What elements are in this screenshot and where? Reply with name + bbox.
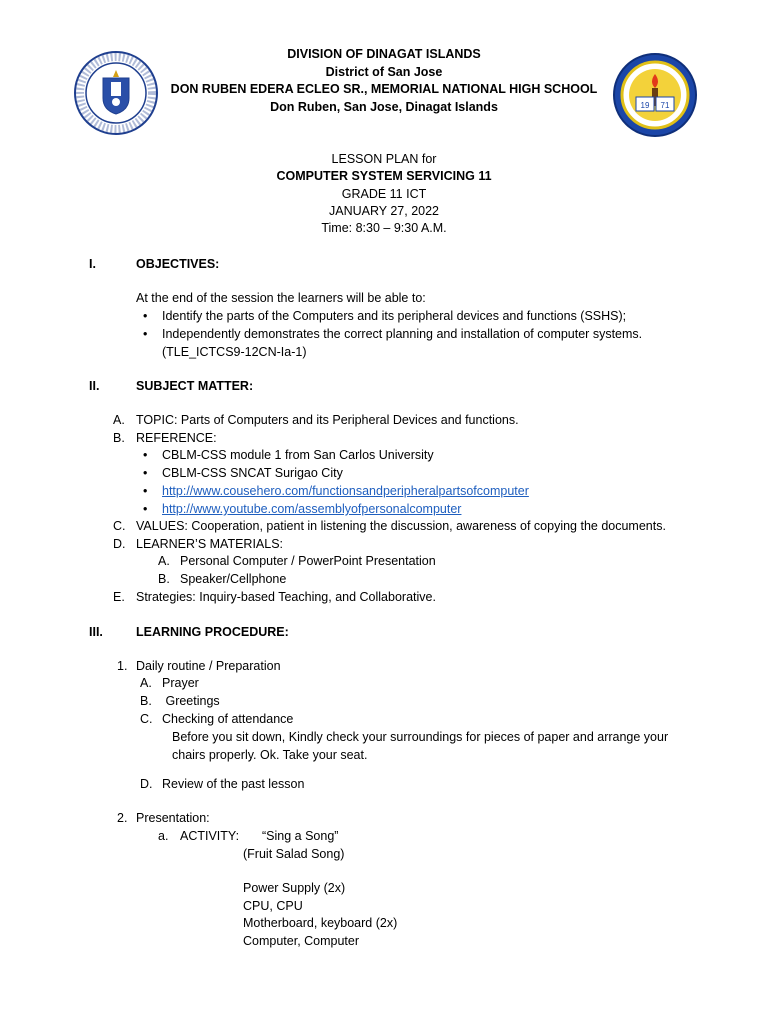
attendance-instruction: Before you sit down, Kindly check your surroundings for pieces of paper and arrange your — [172, 730, 669, 744]
song-name: (Fruit Salad Song) — [243, 847, 345, 861]
list-letter: B. — [158, 572, 170, 586]
lyric-line: Computer, Computer — [243, 934, 360, 948]
review-item: Review of the past lesson — [162, 777, 305, 791]
list-letter: C. — [140, 712, 153, 726]
seal-year-right: 71 — [660, 101, 670, 110]
lesson-plan-title: LESSON PLAN for — [331, 152, 437, 166]
seal-year-left: 19 — [640, 101, 650, 110]
list-letter: a. — [158, 829, 169, 843]
attendance-instruction: chairs properly. Ok. Take your seat. — [172, 748, 368, 762]
objective-item: Identify the parts of the Computers and its peripheral devices and functions (SSHS); — [162, 309, 627, 323]
reference-label: REFERENCE: — [136, 431, 217, 445]
list-letter: D. — [140, 777, 153, 791]
school-address: Don Ruben, San Jose, Dinagat Islands — [270, 100, 498, 114]
district-name: District of San Jose — [325, 65, 443, 79]
material-item: Speaker/Cellphone — [180, 572, 287, 586]
section-number-2: II. — [89, 379, 100, 393]
lesson-date: JANUARY 27, 2022 — [328, 204, 440, 218]
activity-label: ACTIVITY: — [180, 829, 240, 843]
objective-item: Independently demonstrates the correct planning and installation of computer systems. — [162, 327, 643, 341]
step-daily-routine: Daily routine / Preparation — [136, 659, 281, 673]
list-letter: A. — [113, 413, 125, 427]
objectives-intro: At the end of the session the learners will be able to: — [136, 291, 426, 305]
step-number: 2. — [117, 811, 128, 825]
bullet-icon: • — [143, 502, 148, 516]
list-letter: B. — [140, 694, 152, 708]
step-presentation: Presentation: — [136, 811, 210, 825]
step-number: 1. — [117, 659, 128, 673]
bullet-icon: • — [143, 466, 148, 480]
bullet-icon: • — [143, 327, 148, 341]
bullet-icon: • — [143, 484, 148, 498]
bullet-icon: • — [143, 309, 148, 323]
routine-item: Greetings — [162, 694, 220, 708]
material-item: Personal Computer / PowerPoint Presentation — [180, 554, 436, 568]
reference-item: CBLM-CSS SNCAT Surigao City — [162, 466, 343, 480]
lesson-time: Time: 8:30 – 9:30 A.M. — [321, 221, 447, 235]
strategies-text: Strategies: Inquiry-based Teaching, and Collaborative. — [136, 590, 436, 604]
list-letter: C. — [113, 519, 126, 533]
objectives-heading: OBJECTIVES: — [136, 257, 220, 271]
activity-title: “Sing a Song” — [262, 829, 339, 843]
subject-matter-heading: SUBJECT MATTER: — [136, 379, 254, 393]
lyric-line: CPU, CPU — [243, 899, 303, 913]
list-letter: B. — [113, 431, 125, 445]
reference-link-coursehero[interactable]: http://www.cousehero.com/functionsandperipheralpartsofcomputer — [162, 484, 529, 498]
list-letter: E. — [113, 590, 125, 604]
lyric-line: Power Supply (2x) — [243, 881, 346, 895]
lyric-line: Motherboard, keyboard (2x) — [243, 916, 398, 930]
bullet-icon: • — [143, 448, 148, 462]
list-letter: D. — [113, 537, 126, 551]
topic-text: TOPIC: Parts of Computers and its Peripheral Devices and functions. — [136, 413, 519, 427]
routine-item: Checking of attendance — [162, 712, 294, 726]
objective-code: (TLE_ICTCS9-12CN-Ia-1) — [162, 345, 307, 359]
reference-item: CBLM-CSS module 1 from San Carlos University — [162, 448, 434, 462]
section-number-1: I. — [89, 257, 96, 271]
list-letter: A. — [158, 554, 170, 568]
routine-item: Prayer — [162, 676, 199, 690]
learning-procedure-heading: LEARNING PROCEDURE: — [136, 625, 289, 639]
section-number-3: III. — [89, 625, 103, 639]
reference-link-youtube[interactable]: http://www.youtube.com/assemblyofpersonalcomputer — [162, 502, 462, 516]
division-name: DIVISION OF DINAGAT ISLANDS — [287, 47, 481, 61]
materials-label: LEARNER’S MATERIALS: — [136, 537, 284, 551]
school-name: DON RUBEN EDERA ECLEO SR., MEMORIAL NATIONAL HIGH SCHOOL — [170, 82, 598, 96]
values-text: VALUES: Cooperation, patient in listening the discussion, awareness of copying the documents. — [136, 519, 666, 533]
grade-level: GRADE 11 ICT — [341, 187, 427, 201]
course-title: COMPUTER SYSTEM SERVICING 11 — [276, 169, 492, 183]
list-letter: A. — [140, 676, 152, 690]
